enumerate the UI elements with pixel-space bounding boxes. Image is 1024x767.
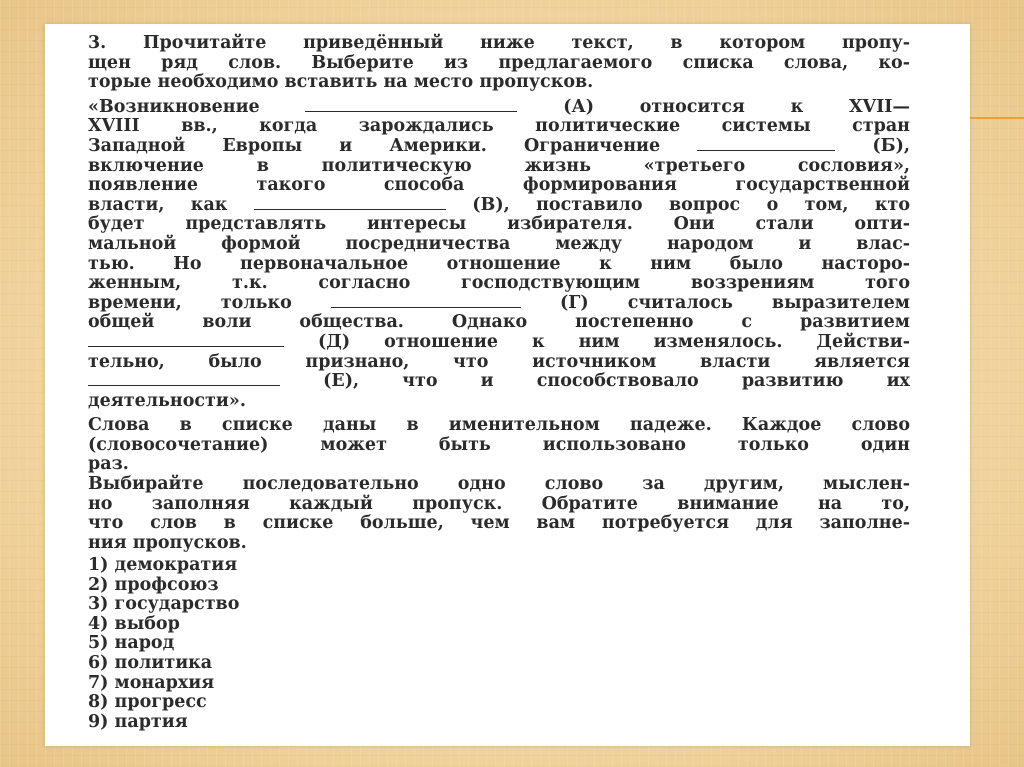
passage-line: включение в политическую жизнь «третьего сословия»,: [88, 155, 910, 176]
passage-line: появление такого способа формирования государственной: [88, 175, 910, 196]
instruction-line: но заполняя каждый пропуск. Обратите внимание на то,: [88, 493, 910, 514]
blank-e: [88, 373, 280, 386]
passage-line: мальной формой посредничества между народом и влас-: [88, 233, 910, 254]
passage-line: XVIII вв., когда зарождались политические системы стран: [88, 116, 910, 137]
passage-line: деятельности».: [88, 390, 246, 411]
instruction-line: (словосочетание) может быть использовано только один: [88, 434, 910, 455]
passage-line: власти, как (В), поставило вопрос о том, кто: [88, 194, 911, 215]
passage-line: (Д) отношение к ним изменялось. Действи-: [88, 333, 910, 353]
passage-line: времени, только (Г) считалось выразителем: [88, 292, 910, 313]
blank-a: [305, 99, 517, 112]
blank-d: [88, 334, 284, 347]
options-list: [88, 556, 239, 732]
passage-line: Западной Европы и Америки. Ограничение (Б),: [88, 135, 911, 156]
passage-line: женным, т.к. согласно господствующим воззрениям того: [88, 273, 910, 294]
instruction-line: Слова в списке даны в именительном падеже. Каждое слово: [88, 415, 910, 436]
option-item: 1) демократия: [88, 555, 238, 575]
option-item: 2) профсоюз: [88, 574, 219, 595]
passage-line: «Возникновение (А) относится к XVII—: [88, 96, 910, 117]
instruction-line: Выбирайте последовательно одно слово за другим, мыслен-: [88, 474, 910, 495]
accent-line: [968, 117, 1024, 119]
task-text: [88, 34, 910, 553]
passage-line: тельно, было признано, что источником власти является: [88, 351, 910, 372]
passage-line: общей воли общества. Однако постепенно с развитием: [88, 312, 910, 333]
blank-v: [254, 197, 446, 210]
task-intro-line: торые необходимо вставить на место пропусков.: [88, 72, 594, 93]
instruction-line: что слов в списке больше, чем вам потребуется для заполне-: [88, 513, 910, 534]
option-item: 9) партия: [88, 711, 188, 732]
option-item: 5) народ: [88, 633, 175, 654]
task-intro-line: 3. Прочитайте приведённый ниже текст, в котором пропу-: [88, 33, 910, 53]
passage-line: будет представлять интересы избирателя. Они стали опти-: [88, 214, 910, 235]
option-item: 3) государство: [88, 594, 240, 615]
blank-g: [331, 295, 521, 308]
instruction-line: ния пропусков.: [88, 532, 247, 553]
task-intro-line: щен ряд слов. Выберите из предлагаемого списка слова, ко-: [88, 52, 910, 73]
blank-b: [697, 138, 835, 151]
passage-line: (Е), что и способствовало развитию их: [88, 372, 910, 392]
slide: [45, 24, 970, 746]
option-item: 7) монархия: [88, 672, 215, 693]
option-item: 8) прогресс: [88, 692, 207, 713]
option-item: 6) политика: [88, 652, 213, 673]
passage-line: тью. Но первоначальное отношение к ним было насторо-: [88, 253, 910, 274]
instruction-line: раз.: [88, 454, 129, 475]
option-item: 4) выбор: [88, 613, 180, 634]
